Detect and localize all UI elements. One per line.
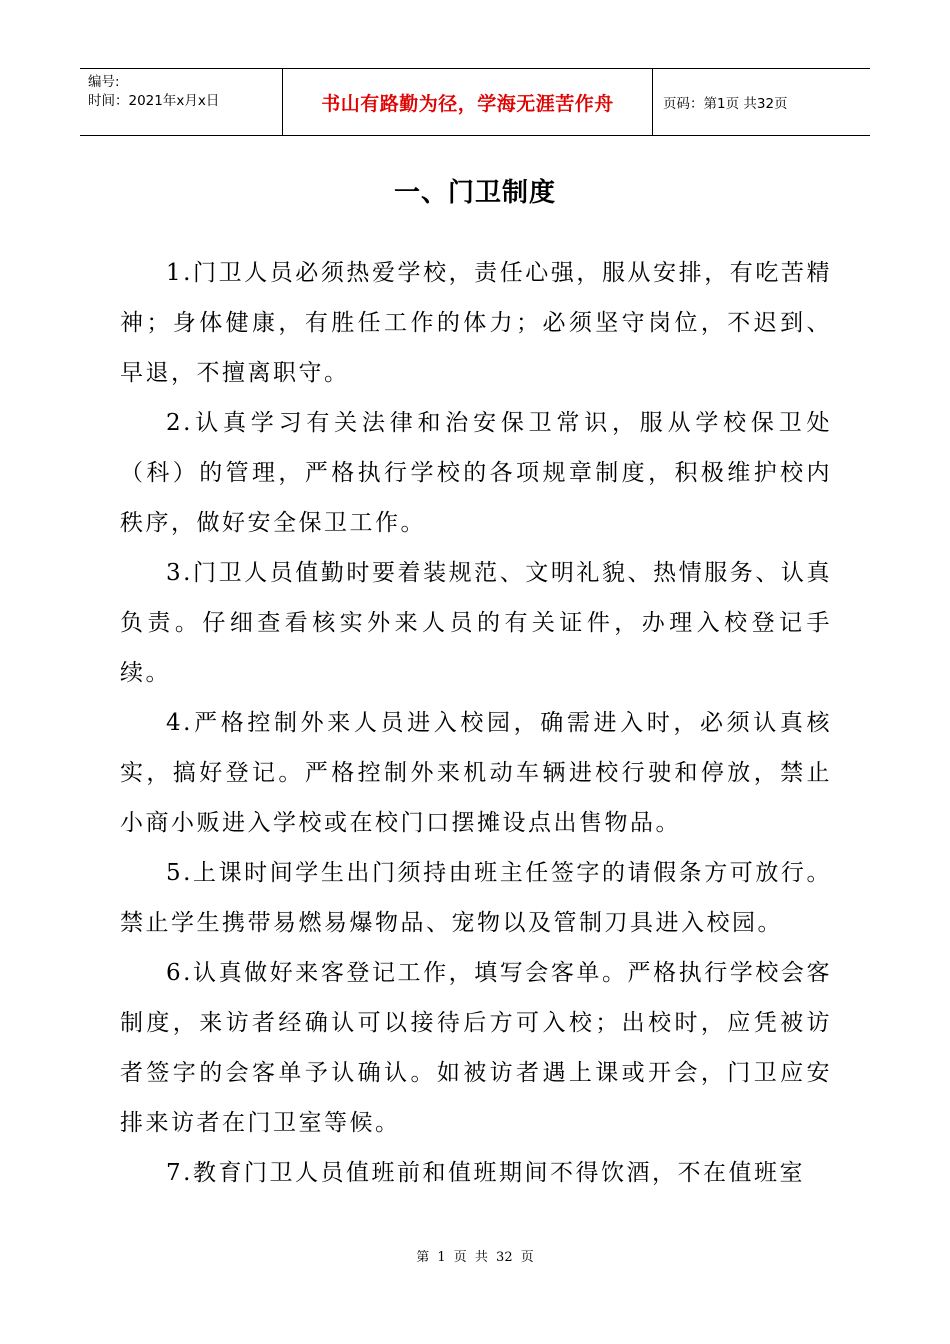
paragraph-7: 7.教育门卫人员值班前和值班期间不得饮酒，不在值班室: [166, 1160, 805, 1186]
paragraph-6: 6.认真做好来客登记工作，填写会客单。严格执行学校会客制度，来访者经确认可以接待后方可入校；出校时，应凭被访者签字的会客单予认确认。如被访者遇上课或开会，门卫应安排来访者在门卫室等候。: [120, 960, 832, 1136]
header-page-code: 页码：第1页 共32页: [663, 96, 788, 112]
document-time-label: 时间：2021年x月x日: [88, 93, 220, 109]
paragraph-3: 3.门卫人员值勤时要着装规范、文明礼貌、热情服务、认真负责。仔细查看核实外来人员的有关证件，办理入校登记手续。: [120, 560, 832, 686]
paragraph-1: 1.门卫人员必须热爱学校，责任心强，服从安排，有吃苦精神；身体健康，有胜任工作的体力；必须坚守岗位，不迟到、早退，不擅离职守。: [120, 260, 832, 386]
header-motto: 书山有路勤为径，学海无涯苦作舟: [283, 69, 653, 135]
paragraph-2: 2.认真学习有关法律和治安保卫常识，服从学校保卫处（科）的管理，严格执行学校的各项规章制度，积极维护校内秩序，做好安全保卫工作。: [120, 410, 832, 536]
paragraph-5: 5.上课时间学生出门须持由班主任签字的请假条方可放行。禁止学生携带易燃易爆物品、宠物以及管制刀具进入校园。: [120, 860, 832, 936]
document-header: [80, 68, 870, 136]
document-body: [120, 248, 832, 1198]
paragraph-4: 4.严格控制外来人员进入校园，确需进入时，必须认真核实，搞好登记。严格控制外来机动车辆进校行驶和停放，禁止小商小贩进入学校或在校门口摆摊设点出售物品。: [120, 710, 832, 836]
page-footer: 第 1 页 共 32 页: [416, 1250, 534, 1265]
document-number-label: 编号:: [88, 74, 120, 90]
document-title: 一、门卫制度: [393, 178, 556, 208]
header-meta-cell: [80, 69, 283, 135]
